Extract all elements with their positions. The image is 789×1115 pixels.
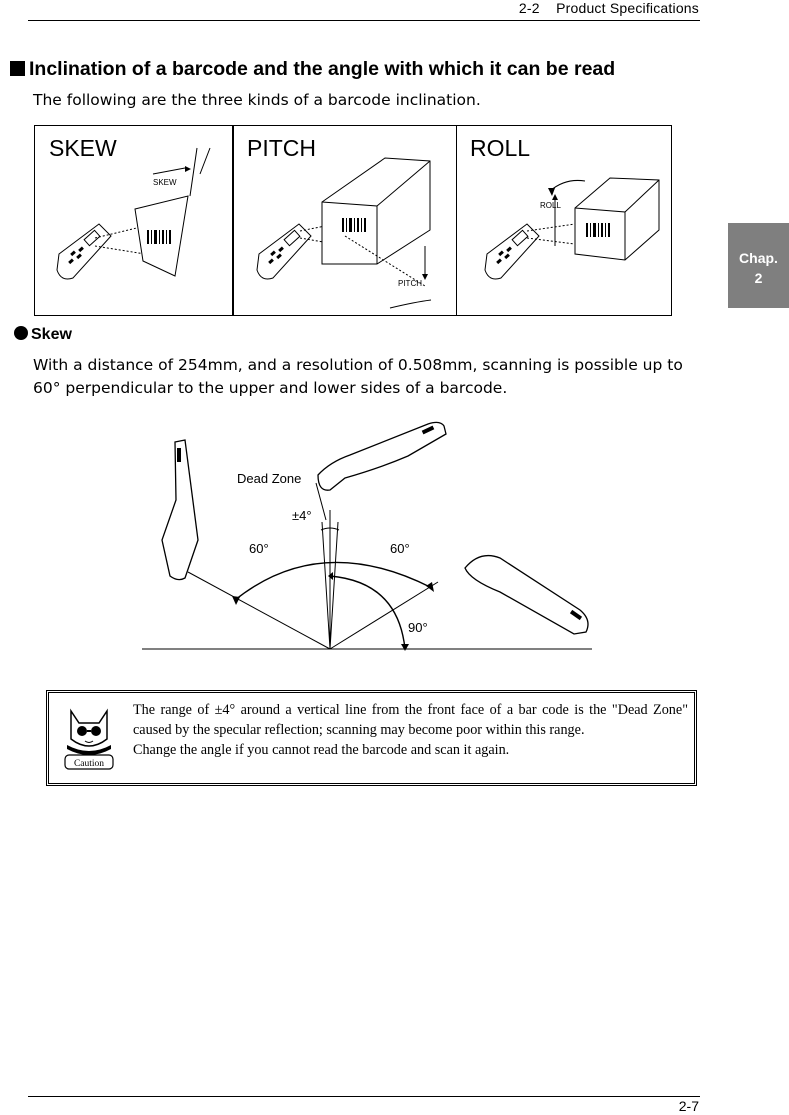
footer-rule [28, 1096, 700, 1097]
pitch-arrow-label: PITCH [398, 279, 422, 288]
chapter-tab [728, 223, 789, 308]
caution-text [133, 700, 688, 760]
scanner-icon [257, 224, 311, 279]
scanner-icon [485, 224, 539, 279]
roll-arrow-label: ROLL [540, 201, 561, 210]
panel-label-pitch: PITCH [247, 135, 316, 161]
right-angle-label: 60° [390, 541, 410, 556]
page-number: 2-7 [678, 1098, 699, 1114]
square-bullet-icon [10, 61, 25, 76]
intro-text: The following are the three kinds of a barcode inclination. [33, 91, 481, 109]
skew-arrow-label: SKEW [153, 178, 177, 187]
dead-zone-angle-label: ±4° [292, 508, 312, 523]
section-heading-text: Inclination of a barcode and the angle with which it can be read [29, 58, 616, 80]
circle-bullet-icon [14, 326, 28, 340]
header-section-title: Product Specifications [556, 0, 699, 16]
panel-label-skew: SKEW [49, 135, 117, 161]
skew-heading [14, 326, 72, 344]
left-angle-label: 60° [249, 541, 269, 556]
caution-paragraph-1: The range of ±4° around a vertical line from the front face of a bar code is the "Dead Zone" caused by the specular reflection; scanning may become poor within this range. [133, 702, 688, 738]
panel-label-roll: ROLL [470, 135, 531, 161]
scanner-icon [57, 224, 111, 279]
header-rule [28, 20, 700, 21]
chapter-tab-label: Chap. [739, 250, 778, 266]
skew-description: With a distance of 254mm, and a resolution of 0.508mm, scanning is possible up to 60° perpendicular to the upper and lower sides of a barcode. [33, 356, 683, 397]
caution-cat-icon [59, 705, 119, 775]
inclination-illustrations [35, 126, 671, 315]
caution-badge-text: Caution [73, 759, 105, 769]
inclination-figure [34, 125, 672, 316]
page-header [519, 0, 699, 16]
caution-box [46, 690, 697, 786]
caution-paragraph-2: Change the angle if you cannot read the barcode and scan it again. [133, 742, 510, 758]
skew-angle-diagram [140, 410, 600, 660]
section-heading [10, 58, 615, 81]
header-section-number: 2-2 [518, 0, 540, 16]
bottom-angle-label: 90° [408, 620, 428, 635]
dead-zone-label: Dead Zone [237, 471, 302, 486]
scanner-right-icon [465, 556, 588, 634]
skew-heading-text: Skew [31, 326, 72, 343]
chapter-tab-number: 2 [754, 270, 763, 286]
